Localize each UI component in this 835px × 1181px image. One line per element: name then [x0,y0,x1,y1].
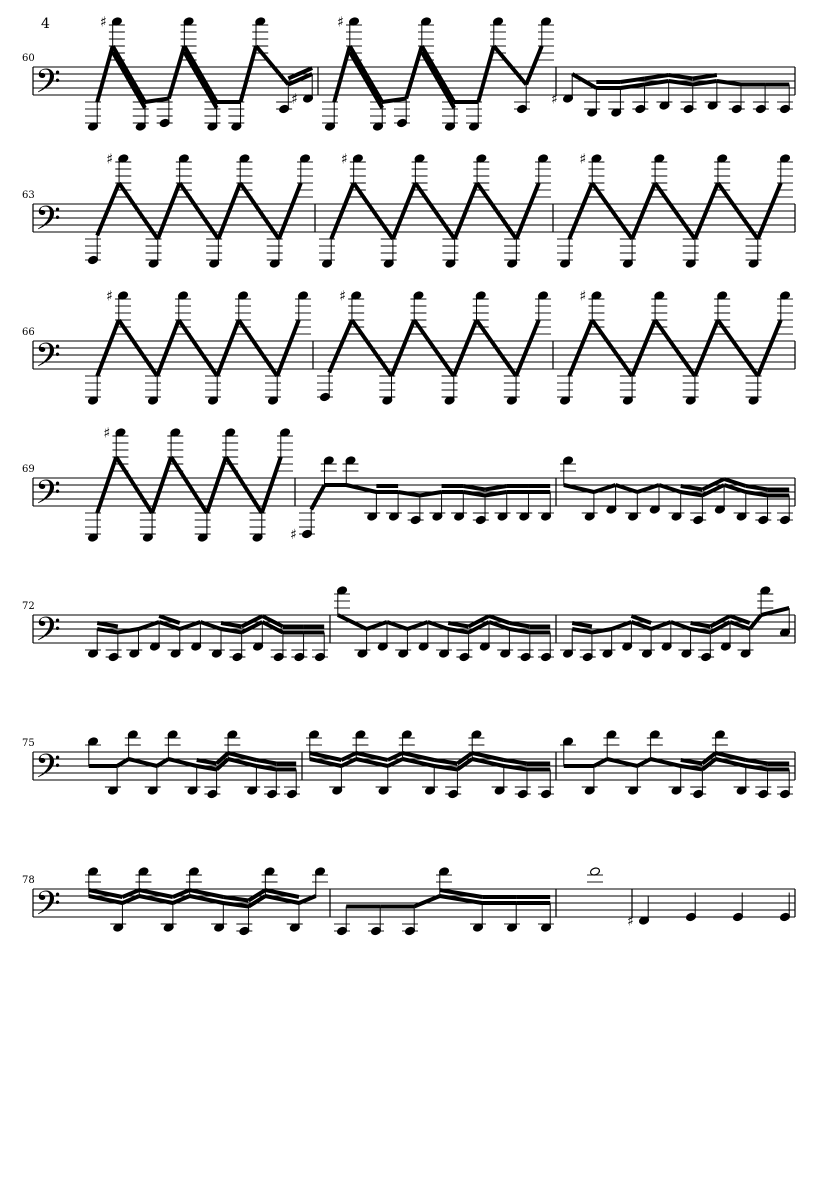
beam [691,623,711,627]
beam [113,52,145,108]
staff-system [22,289,795,406]
beam [659,485,681,492]
measure-number: 72 [22,601,35,612]
staff-system [22,426,795,544]
beam [463,486,485,490]
beam [494,46,526,85]
beam [145,99,169,103]
beam [693,75,717,79]
beam [117,759,129,766]
beam [651,622,671,629]
beam [509,623,529,627]
beam [681,492,703,496]
beam [434,766,457,770]
beam [746,492,768,496]
page-number: 4 [41,16,50,32]
beam [620,85,644,89]
sharp-icon: ♯ [337,14,344,31]
staff-system [22,730,795,799]
staff-system [22,15,795,132]
measure-number: 60 [22,53,35,64]
beam [398,492,420,496]
beam [448,629,468,633]
beam [157,759,169,766]
beam [645,81,669,85]
beam [197,760,217,764]
beam [200,622,221,629]
beam [671,622,691,629]
beam [97,623,118,627]
beam [637,759,650,766]
beam [367,622,387,629]
beam [485,486,507,490]
beam [594,485,616,492]
beam [256,766,276,770]
beam [299,896,316,903]
beam [407,622,427,629]
beam [572,623,592,627]
sharp-icon: ♯ [99,14,107,31]
staff-system [22,867,795,936]
beam [180,622,201,629]
beam [346,485,376,492]
sharp-icon: ♯ [290,527,297,543]
sharp-icon: ♯ [551,91,558,108]
staff-system [22,152,795,269]
sharp-icon: ♯ [627,913,634,930]
beam [118,629,139,633]
beam [129,759,157,766]
beam [526,46,542,85]
beam [717,81,741,85]
beam [681,766,703,770]
beam [651,759,681,766]
beam [504,760,527,764]
beam [564,485,594,492]
beam [256,46,288,85]
beam [138,622,159,629]
beam [681,760,703,764]
sharp-icon: ♯ [339,288,346,305]
beam [420,492,442,496]
measure-number: 78 [22,875,35,886]
beam [97,629,118,633]
measure-number: 75 [22,738,35,749]
bass-clef-icon: 𝄢 [35,474,61,521]
bass-clef-icon: 𝄢 [35,337,61,384]
bass-clef-icon: 𝄢 [35,200,61,247]
beam [428,622,448,629]
beam [406,46,422,99]
beam [184,52,216,108]
beam [637,485,659,492]
beam [168,759,196,766]
beam [572,629,592,633]
beam [256,760,276,764]
beam [463,492,485,496]
beam [746,760,768,764]
beam [350,52,382,108]
measure-number: 69 [22,464,35,475]
beam [223,903,248,907]
beam [761,608,789,615]
measure-number: 63 [22,190,35,201]
beam [504,766,527,770]
beam [197,766,217,770]
sharp-icon: ♯ [579,151,587,168]
bass-clef-icon: 𝄢 [35,885,61,932]
beam [221,629,242,633]
sharp-icon: ♯ [579,288,587,305]
beam [612,622,632,629]
sharp-icon: ♯ [291,91,298,108]
beam [223,897,248,901]
beam [620,79,644,83]
sharp-icon: ♯ [103,425,111,442]
bass-clef-icon: 𝄢 [35,63,61,110]
beam [594,759,607,766]
beam [382,99,406,103]
beam [693,81,717,85]
beam [645,75,669,79]
beam [485,492,507,496]
beam [169,46,184,99]
beam [746,486,768,490]
bass-clef-icon: 𝄢 [35,611,61,658]
sharp-icon: ♯ [106,151,114,168]
beam [414,896,440,907]
sharp-icon: ♯ [340,151,348,168]
beam [669,81,693,85]
beam [592,629,612,633]
beam [387,622,407,629]
beam [607,759,637,766]
sharp-icon: ♯ [106,288,113,305]
beam [221,623,242,627]
bass-clef-icon: 𝄢 [35,748,61,795]
beam [448,623,468,627]
beam [97,183,119,236]
beam [616,485,638,492]
beam [509,629,529,633]
beam [681,486,703,490]
measure-number: 66 [22,327,35,338]
beam [434,760,457,764]
beam [422,52,454,108]
beam [691,629,711,633]
beam [669,75,693,79]
beam [746,766,768,770]
beam [329,320,352,373]
staff-system [22,586,795,662]
